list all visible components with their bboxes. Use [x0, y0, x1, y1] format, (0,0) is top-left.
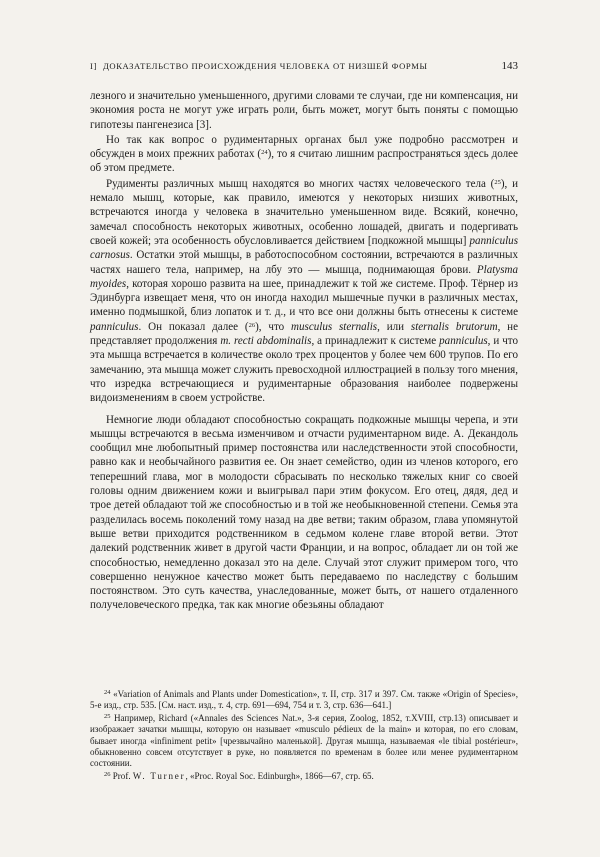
footnote-ref-26[interactable]: 26	[248, 321, 256, 329]
author-name: W. Turner	[132, 770, 186, 781]
running-header	[90, 60, 518, 72]
paragraph-rudimentary-organs: Но так как вопрос о рудиментарных органах был уже подробно рассмотрен и обсужден в моих прежних работах ($^{24}$), то я считаю лишним распространяться здесь долее об этом предмете.	[90, 133, 518, 175]
chapter-marker: I]	[90, 61, 97, 71]
paragraph-continued: лезного и значительно уменьшенного, другими словами те случаи, где ни компенсация, ни экономия роста не могут уже играть роли, быть может, могут быть поняты с помощью гипотезы пангенезиса [3].	[90, 90, 518, 131]
latin-term: musculus sternalis	[291, 320, 378, 333]
latin-term: sternalis brutorum	[410, 320, 498, 333]
footnote-25: $^{25}$ Например, Richard («Annales des Sciences Nat.», 3-я серия, Zoolog, 1852, т.XVIII, стр.13) описывает и изображает зачатки мышцы, которую он называет «musculo pédieux de la main» и которая, по его словам, бывает иногда «infiniment petit» [чрезвычайно маленькой]. Другая мышца, называемая «le tibial postérieur», обыкновенно совсем отсутствует в руке, но появляется по временам в более или менее рудиментарном состоянии.	[90, 712, 519, 769]
footnote-number: 24	[104, 689, 111, 696]
page-number: 143	[501, 60, 518, 72]
latin-term: Platysma myoides	[90, 263, 518, 290]
main-text	[90, 89, 518, 613]
latin-term: panniculus carnosus	[90, 234, 518, 262]
footnotes	[90, 689, 518, 782]
latin-term: m. recti abdominalis	[220, 335, 312, 348]
footnote-number: 25	[104, 712, 111, 720]
paragraph-scalp-muscles: Немногие люди обладают способностью сокращать подкожные мышцы черепа, и эти мышцы встречаются в весьма изменчивом и отчасти рудиментарном виде. А. Декандоль сообщил мне любопытный пример постоянства или наследственности этой способности, равно как и необычайного развития ее. Он знает семейство, один из членов которого, его теперешний глава, мог в молодости сбрасывать по несколько тяжелых книг со своей головы одним движением кожи и выигрывал пари этим фокусом. Его отец, дядя, дед и трое детей обладают той же способностью и в той же необыкновенной степени. Семья эта разделилась восемь поколений тому назад на две ветви; таким образом, глава упомянутой выше ветви приходится родственником в седьмом колене главе второй ветви. Этот далекий родственник живет в другой части Франции, и на вопрос, обладает ли он той же способностью, немедленно доказал это на деле. Случай этот служит примером того, что совершенно ненужное качество может быть передаваемо по наследству с большим постоянством. Это суть качества, унаследованные, может быть, от нашего отдаленного получеловеческого предка, так как многие обезьяны обладают	[90, 413, 518, 612]
footnote-24: $^{24}$ «Variation of Animals and Plants under Domestication», т. II, стр. 317 и 397. См. также «Origin of Species», 5-е изд., стр. 535. [См. наст. изд., т. 4, стр. 691—694, 754 и т. 3, стр. 636—641.]	[90, 689, 519, 711]
paragraph-muscle-rudiments: Рудименты различных мышц находятся во многих частях человеческого тела ($^{25}$), и немало мышц, которые, как правило, имеются у некоторых низших животных, встречаются иногда у человека в значительно уменьшенном виде. Всякий, конечно, замечал способность некоторых животных, особенно лошадей, двигать и подергивать своей кожей; эта особенность обусловливается действием [подкожной мышцы] panniculus carnosus. Остатки этой мышцы, в работоспособном состоянии, встречаются в различных частях нашего тела, например, на лбу это — мышца, поднимающая брови. Platysma myoides, которая хорошо развита на шее, принадлежит к той же системе. Проф. Тёрнер из Эдинбурга извещает меня, что он иногда находил мышечные пучки в различных местах, именно подмышкой, близ лопаток и т. д., и что все они должны быть отнесены к системе panniculus. Он показал далее ($^{26}$), что musculus sternalis, или sternalis brutorum, не представляет продолжения m. recti abdominalis, а принадлежит к системе panniculus, и что эта мышца встречается в количестве около трех процентов у более чем 600 трупов. По его замечанию, эта мышца может служить превосходной иллюстрацией в пользу того мнения, что изредка встречающиеся и рудиментарные образования наиболее подвержены видоизменениям в своем устройстве.	[90, 177, 518, 405]
latin-term: panniculus	[90, 320, 139, 333]
latin-term: panniculus	[439, 335, 488, 348]
footnote-26: $^{26}$ Prof. W. Turner, «Proc. Royal Soc. Edinburgh», 1866—67, стр. 65.	[104, 770, 374, 781]
footnote-number: 26	[104, 770, 111, 778]
running-title: ДОКАЗАТЕЛЬСТВО ПРОИСХОЖДЕНИЯ ЧЕЛОВЕКА ОТ НИЗШЕЙ ФОРМЫ	[102, 61, 428, 71]
footnote-ref-24[interactable]: 24	[261, 149, 268, 157]
footnote-ref-25[interactable]: 25	[494, 178, 501, 186]
